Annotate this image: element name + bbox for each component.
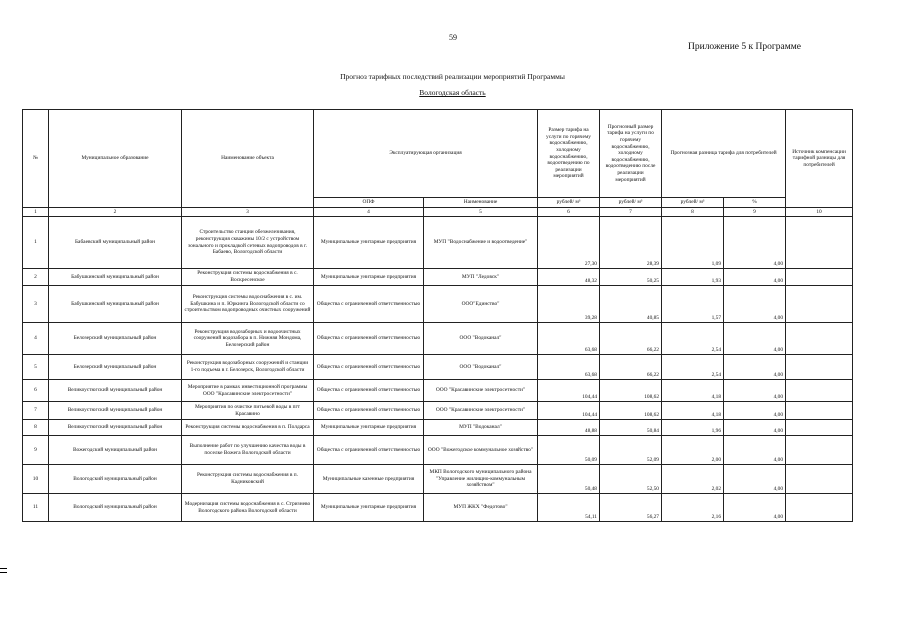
row-number: 6: [23, 380, 49, 402]
organization-cell: ООО "Красавинские электросетности": [424, 402, 538, 420]
municipality-cell: Великоустюгский муниципальный район: [49, 402, 182, 420]
column-number: 7: [600, 208, 662, 217]
opf-cell: Общества с ограниченной ответственностью: [314, 402, 424, 420]
forecast-tariff-cell: 50,25: [600, 269, 662, 286]
table-row: [23, 436, 853, 465]
table-row: [23, 494, 853, 522]
subheader-name: Наименование: [424, 198, 538, 208]
page-number: 59: [449, 33, 457, 42]
municipality-cell: Вожегодский муниципальный район: [49, 436, 182, 465]
source-cell: [786, 436, 853, 465]
forecast-tariff-cell: 108,62: [600, 380, 662, 402]
column-number: 8: [662, 208, 724, 217]
tariff-diff-percent-cell: 4,00: [724, 217, 786, 269]
municipality-cell: Бабушкинский муниципальный район: [49, 269, 182, 286]
object-cell: Реконструкция системы водоснабжения в с. им. Бабушкина и п. Юркинга Вологодской области со строительством водопроводных очистных сооружений: [182, 286, 314, 323]
opf-cell: Муниципальные унитарные предприятия: [314, 269, 424, 286]
tariff-diff-cell: 2,54: [662, 355, 724, 380]
table-row: [23, 286, 853, 323]
source-cell: [786, 286, 853, 323]
forecast-tariff-cell: 66,22: [600, 355, 662, 380]
forecast-tariff-cell: 56,27: [600, 494, 662, 522]
opf-cell: Общества с ограниченной ответственностью: [314, 323, 424, 355]
table-row: [23, 465, 853, 494]
forecast-tariff-cell: 52,09: [600, 436, 662, 465]
tariff-diff-cell: 2,54: [662, 323, 724, 355]
header-source: Источник компенсации тарифной разницы для потребителей: [786, 110, 853, 208]
subheader-unit-forecast: рублей/ м³: [600, 198, 662, 208]
header-no: №: [23, 110, 49, 208]
row-number: 1: [23, 217, 49, 269]
source-cell: [786, 380, 853, 402]
forecast-tariff-cell: 108,62: [600, 402, 662, 420]
header-forecast-tariff: Прогнозный размер тарифа на услуги по горячему водоснабжению, холодному водоснабжению, водоотведению после реализации мероприятий: [600, 110, 662, 198]
row-number: 5: [23, 355, 49, 380]
tariff-diff-percent-cell: 4,00: [724, 420, 786, 436]
tariff-diff-percent-cell: 4,00: [724, 465, 786, 494]
column-number-row: [23, 208, 853, 217]
organization-cell: МУП "Водоканал": [424, 420, 538, 436]
forecast-tariff-cell: 28,39: [600, 217, 662, 269]
forecast-tariff-cell: 52,50: [600, 465, 662, 494]
object-cell: Мероприятия по очистке питьевой воды в пгт Красавино: [182, 402, 314, 420]
tariff-diff-cell: 2,00: [662, 436, 724, 465]
forecast-tariff-cell: 66,22: [600, 323, 662, 355]
subheader-opf: ОПФ: [314, 198, 424, 208]
tariff-diff-cell: 4,18: [662, 380, 724, 402]
source-cell: [786, 420, 853, 436]
column-number: 3: [182, 208, 314, 217]
municipality-cell: Вологодский муниципальный район: [49, 494, 182, 522]
source-cell: [786, 217, 853, 269]
forecast-tariff-cell: 40,85: [600, 286, 662, 323]
tariff-diff-percent-cell: 4,00: [724, 323, 786, 355]
tariff-cell: 63,68: [538, 323, 600, 355]
column-number: 4: [314, 208, 424, 217]
organization-cell: МУП "Водоснабжение и водоотведение": [424, 217, 538, 269]
tariff-diff-cell: 2,02: [662, 465, 724, 494]
table-row: [23, 355, 853, 380]
object-cell: Реконструкция водозаборных и водоочистных сооружений водозабора в п. Нижняя Мондома, Белозерский район: [182, 323, 314, 355]
table-row: [23, 269, 853, 286]
organization-cell: ООО "Водоканал": [424, 323, 538, 355]
row-number: 11: [23, 494, 49, 522]
table-body: [23, 217, 853, 522]
column-number: 5: [424, 208, 538, 217]
tariff-diff-percent-cell: 4,00: [724, 355, 786, 380]
row-number: 7: [23, 402, 49, 420]
opf-cell: Муниципальные унитарные предприятия: [314, 217, 424, 269]
tariff-diff-percent-cell: 4,00: [724, 380, 786, 402]
tariff-diff-percent-cell: 4,00: [724, 286, 786, 323]
column-number: 6: [538, 208, 600, 217]
header-tariff-size: Размер тарифа на услуги по горячему водоснабжению, холодному водоснабжению, водоотведению по реализации мероприятий: [538, 110, 600, 198]
municipality-cell: Вологодский муниципальный район: [49, 465, 182, 494]
organization-cell: ООО "Красавинские электросетности": [424, 380, 538, 402]
row-number: 2: [23, 269, 49, 286]
table-row: [23, 402, 853, 420]
row-number: 8: [23, 420, 49, 436]
column-number: 2: [49, 208, 182, 217]
tariff-cell: 104,44: [538, 380, 600, 402]
source-cell: [786, 494, 853, 522]
tariff-diff-percent-cell: 4,00: [724, 402, 786, 420]
tariff-diff-cell: 2,16: [662, 494, 724, 522]
object-cell: Модернизация системы водоснабжения в с. Стризнево Вологодского района Вологодской области: [182, 494, 314, 522]
tariff-cell: 63,68: [538, 355, 600, 380]
region-heading: [0, 88, 905, 97]
column-number: 10: [786, 208, 853, 217]
tariff-cell: 104,44: [538, 402, 600, 420]
source-cell: [786, 402, 853, 420]
region-name: Вологодская область: [419, 88, 486, 97]
organization-cell: ООО "Водоканал": [424, 355, 538, 380]
subheader-unit-percent: %: [724, 198, 786, 208]
tariff-cell: 39,28: [538, 286, 600, 323]
tariff-cell: 48,32: [538, 269, 600, 286]
row-number: 10: [23, 465, 49, 494]
opf-cell: Муниципальные казенные предприятия: [314, 465, 424, 494]
source-cell: [786, 323, 853, 355]
forecast-tariff-cell: 50,84: [600, 420, 662, 436]
object-cell: Реконструкция системы водоснабжения в п. Полдарса: [182, 420, 314, 436]
tariff-diff-percent-cell: 4,00: [724, 494, 786, 522]
organization-cell: МУП ЖКХ "Федотово": [424, 494, 538, 522]
opf-cell: Муниципальные унитарные предприятия: [314, 420, 424, 436]
tariff-cell: 48,88: [538, 420, 600, 436]
subheader-unit-tariff: рублей/ м³: [538, 198, 600, 208]
municipality-cell: Бабушкинский муниципальный район: [49, 286, 182, 323]
row-number: 9: [23, 436, 49, 465]
organization-cell: МКП Вологодского муниципального района "Управление жилищно-коммунальным хозяйством": [424, 465, 538, 494]
tariff-cell: 54,11: [538, 494, 600, 522]
table-row: [23, 323, 853, 355]
table-row: [23, 217, 853, 269]
subheader-unit-diff: рублей/ м³: [662, 198, 724, 208]
row-number: 3: [23, 286, 49, 323]
object-cell: Реконструкция системы водоснабжения в п. Кадниковский: [182, 465, 314, 494]
tariff-diff-cell: 1,93: [662, 269, 724, 286]
organization-cell: ООО"Единство": [424, 286, 538, 323]
tariff-cell: 50,09: [538, 436, 600, 465]
opf-cell: Общества с ограниченной ответственностью: [314, 436, 424, 465]
header-operator: Эксплуатирующая организация: [314, 110, 538, 198]
tariff-diff-cell: 1,96: [662, 420, 724, 436]
tariff-diff-cell: 1,57: [662, 286, 724, 323]
object-cell: Реконструкция системы водоснабжения в с. Воскресенское: [182, 269, 314, 286]
tariff-table: [22, 109, 853, 522]
municipality-cell: Великоустюгский муниципальный район: [49, 420, 182, 436]
column-number: 9: [724, 208, 786, 217]
object-cell: Строительство станции обезжелезивания, реконструкция скважины 10/2 с устройством зонального и прокладкой сетевых водопроводов в г. Бабаево, Вологодской области: [182, 217, 314, 269]
object-cell: Мероприятие в рамках инвестиционной программы ООО "Красавинские электросетности": [182, 380, 314, 402]
table-row: [23, 420, 853, 436]
opf-cell: Общества с ограниченной ответственностью: [314, 286, 424, 323]
appendix-label: Приложение 5 к Программе: [688, 42, 801, 52]
tariff-diff-percent-cell: 4,00: [724, 269, 786, 286]
tariff-diff-cell: 1,09: [662, 217, 724, 269]
object-cell: Реконструкция водозаборных сооружений и станции 1-го подъема в г. Белозерск, Вологодской области: [182, 355, 314, 380]
tariff-diff-cell: 4,18: [662, 402, 724, 420]
tariff-cell: 50,48: [538, 465, 600, 494]
header-municipality: Муниципальное образование: [49, 110, 182, 208]
table-row: [23, 380, 853, 402]
opf-cell: Общества с ограниченной ответственностью: [314, 380, 424, 402]
header-forecast-diff: Прогнозная разница тарифа для потребителей: [662, 110, 786, 198]
organization-cell: ООО "Вожегодское коммунальное хозяйство": [424, 436, 538, 465]
opf-cell: Общества с ограниченной ответственностью: [314, 355, 424, 380]
header-object: Наименование объекта: [182, 110, 314, 208]
row-number: 4: [23, 323, 49, 355]
document-title: Прогноз тарифных последствий реализации мероприятий Программы: [340, 72, 565, 81]
municipality-cell: Белозерский муниципальный район: [49, 323, 182, 355]
organization-cell: МУП "Ледовск": [424, 269, 538, 286]
column-number: 1: [23, 208, 49, 217]
source-cell: [786, 465, 853, 494]
margin-marks: [0, 568, 8, 576]
object-cell: Выполнение работ по улучшению качества воды в поселке Вожега Вологодской области: [182, 436, 314, 465]
tariff-cell: 27,30: [538, 217, 600, 269]
municipality-cell: Белозерский муниципальный район: [49, 355, 182, 380]
municipality-cell: Бабаевский муниципальный район: [49, 217, 182, 269]
source-cell: [786, 269, 853, 286]
tariff-diff-percent-cell: 4,00: [724, 436, 786, 465]
source-cell: [786, 355, 853, 380]
municipality-cell: Великоустюгский муниципальный район: [49, 380, 182, 402]
opf-cell: Муниципальные унитарные предприятия: [314, 494, 424, 522]
